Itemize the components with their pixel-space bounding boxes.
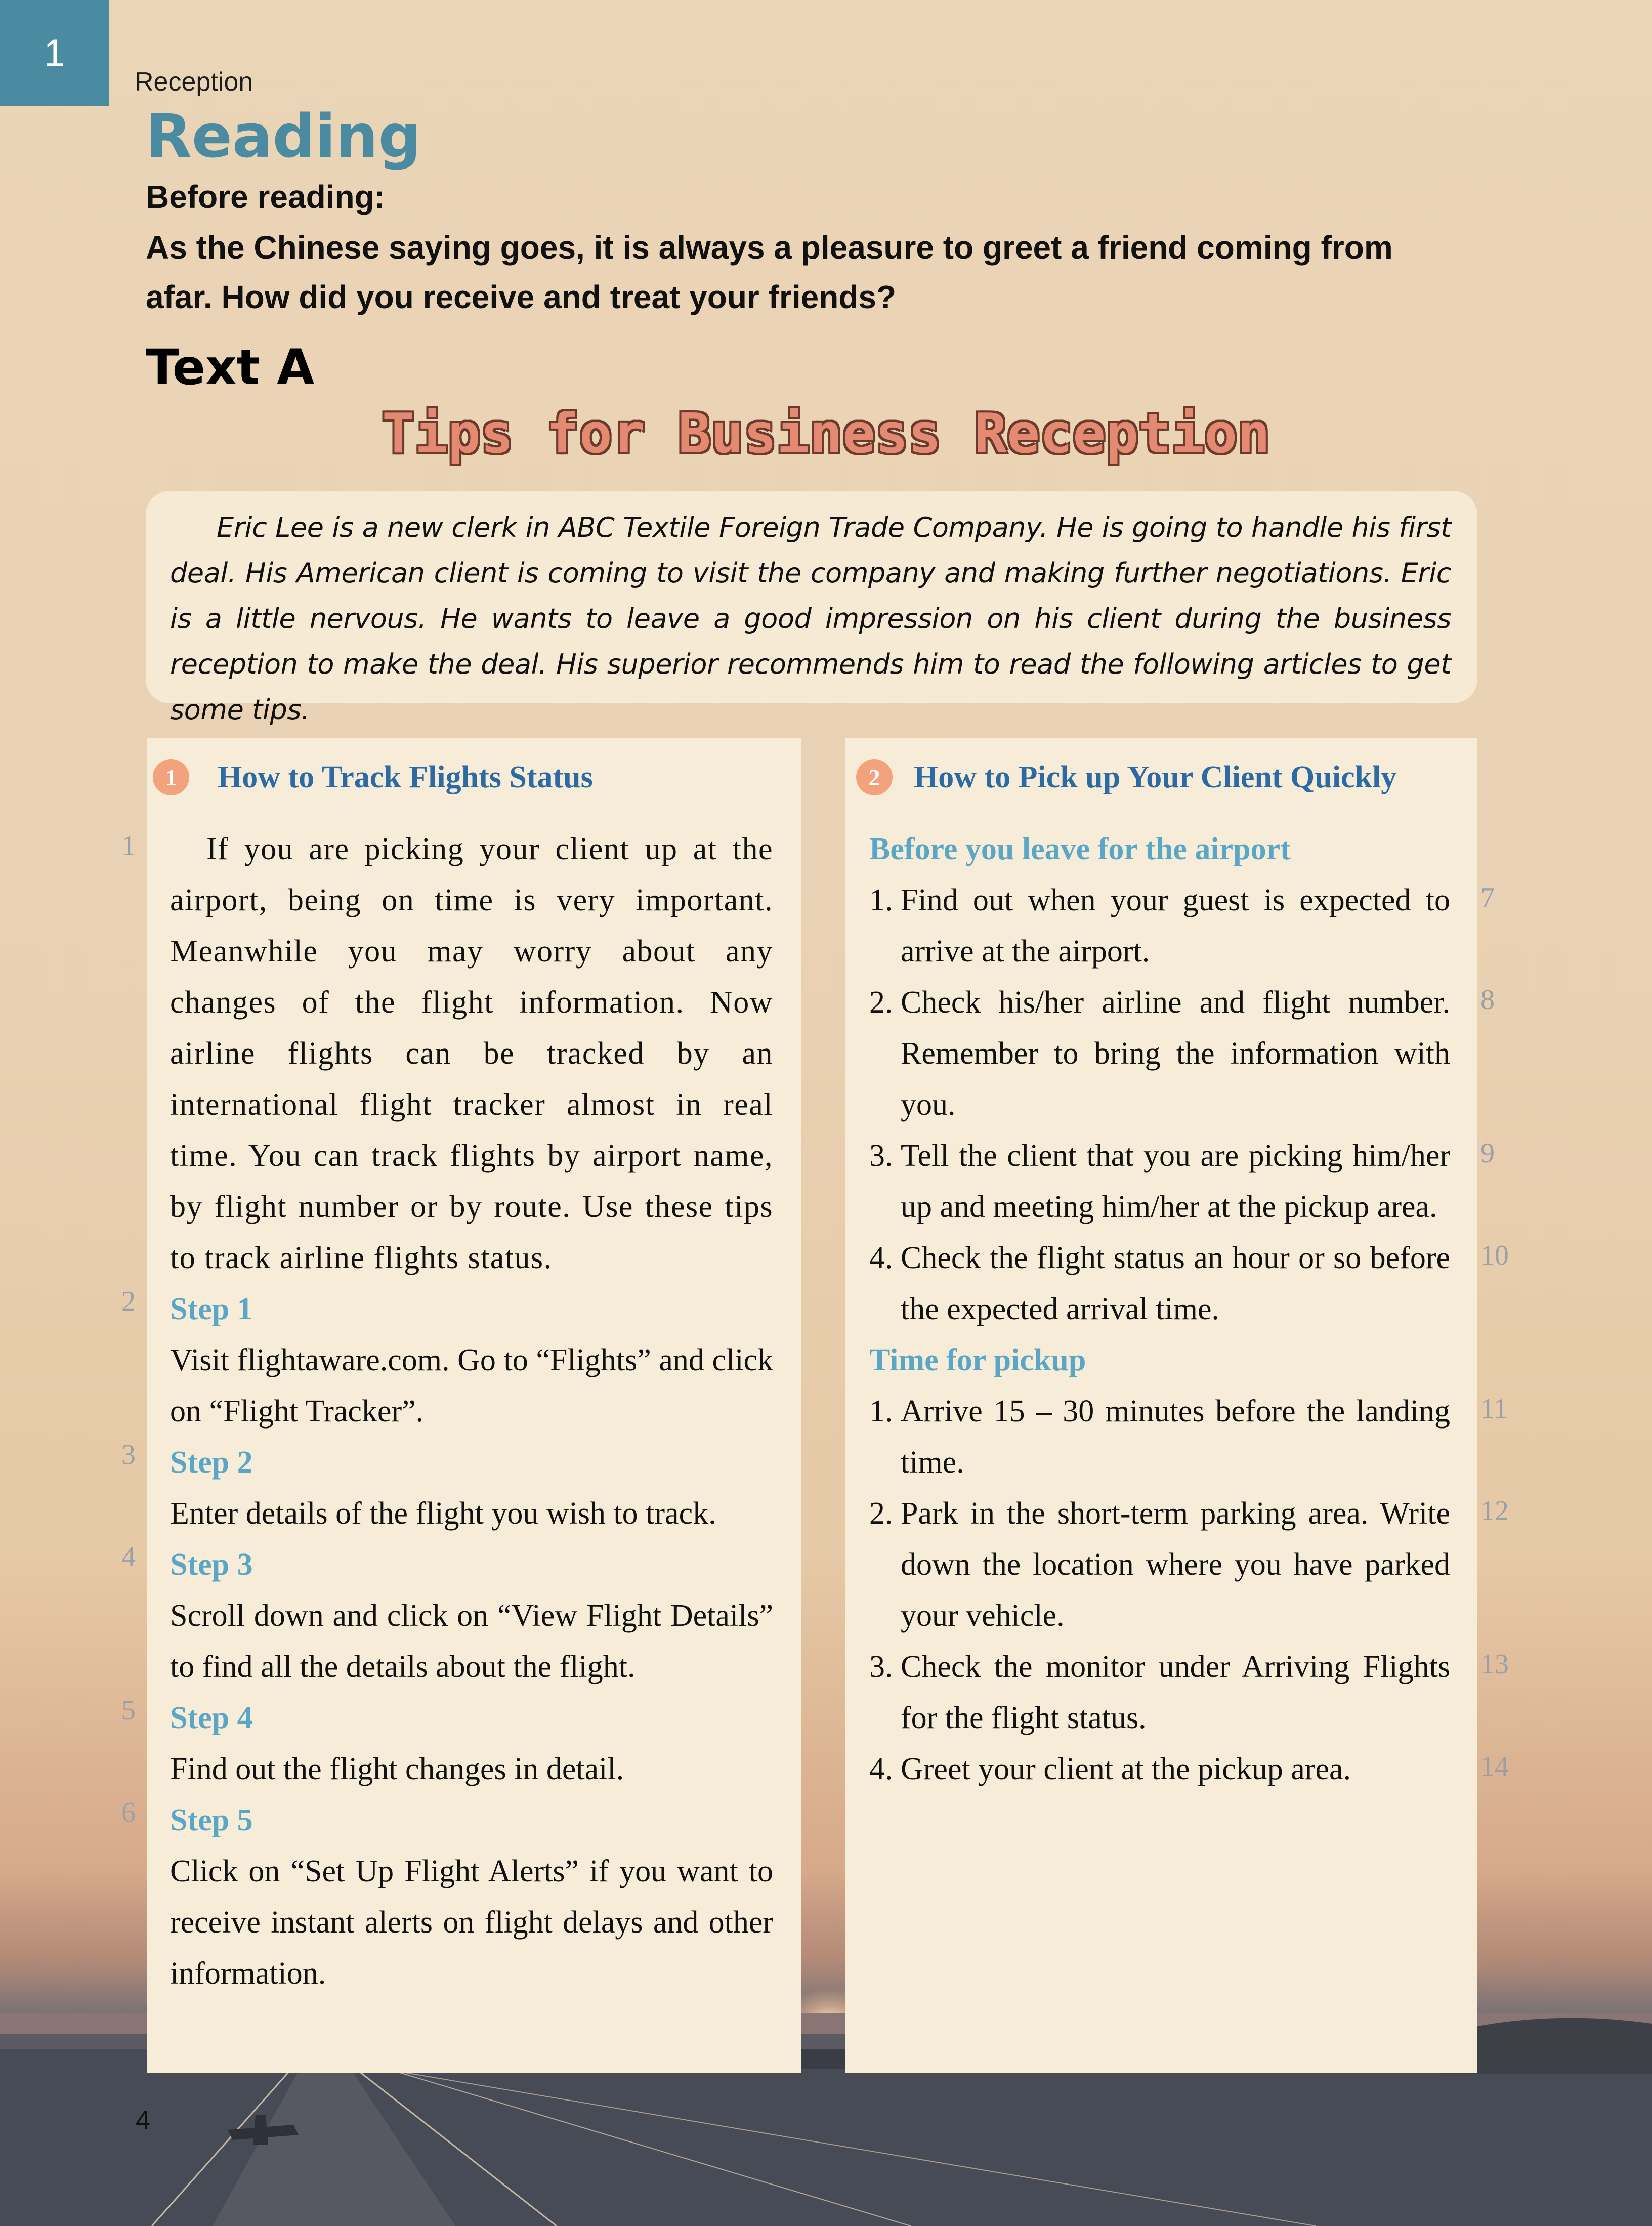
line-number: 3 [121,1439,136,1471]
list-item-number: 3. [869,1650,893,1684]
list-item [869,1642,1450,1744]
step-text: Scroll down and click on “View Flight Details” to find all the details about the flight. [170,1599,773,1684]
line-number: 4 [121,1541,136,1573]
chapter-number-badge: 1 [0,0,109,106]
list-item-text: Tell the client that you are picking him/her up and meeting him/her at the pickup area. [901,1139,1450,1224]
section-1-body [170,824,773,1999]
section-number-badge: 1 [153,759,189,795]
section-1-title: How to Track Flights Status [218,760,593,794]
step-label: Step 4 [170,1701,253,1735]
subheading: Time for pickup [869,1343,1086,1377]
line-number: 12 [1480,1495,1509,1527]
article-title: Tips for Business Reception [382,402,1270,466]
list-item-number: 4. [869,1752,893,1786]
line-number: 7 [1480,882,1495,913]
line-number: 1 [121,830,136,862]
step-text: Visit flightaware.com. Go to “Flights” and click on “Flight Tracker”. [170,1343,773,1429]
list-item-text: Park in the short-term parking area. Write down the location where you have parked your vehicle. [901,1496,1450,1633]
list-item [869,1233,1450,1335]
section-1-header [153,759,593,795]
list-item [869,875,1450,977]
step-label: Step 3 [170,1547,253,1582]
list-item-number: 4. [869,1241,893,1275]
chapter-title: Reception [135,67,253,97]
list-item-text: Arrive 15 – 30 minutes before the landing time. [901,1394,1450,1480]
text-label: Text A [146,339,315,396]
line-number: 11 [1480,1393,1508,1424]
before-reading-label: Before reading: [146,179,385,215]
line-number: 8 [1480,984,1495,1016]
left-column [147,738,801,2073]
line-number: 13 [1480,1649,1509,1680]
line-number: 5 [121,1695,136,1726]
list-item-text: Check his/her airline and flight number. Remember to bring the information with you. [901,985,1450,1122]
list-item-text: Find out when your guest is expected to arrive at the airport. [901,883,1450,969]
list-item-text: Check the monitor under Arriving Flights for the flight status. [901,1650,1450,1735]
pre-reading-question: As the Chinese saying goes, it is always a pleasure to greet a friend coming from afar. How did you receive and treat your friends? [146,229,1393,315]
section-heading: Reading [146,101,421,171]
intro-text: Eric Lee is a new clerk in ABC Textile Foreign Trade Company. He is going to handle his first deal. His American client is coming to visit the company and making further negotiations. Eric is a little nervous. He wants to leave a good impression on his client during the business reception to make the deal. His superior recommends him to read the following articles to get some tips. [170,512,1451,726]
line-number: 6 [121,1797,136,1828]
list-item-number: 2. [869,1496,893,1531]
section-2-body [869,824,1450,1795]
list-item-text: Check the flight status an hour or so before the expected arrival time. [901,1241,1450,1326]
list-item [869,1744,1450,1795]
step-text: Find out the flight changes in detail. [170,1752,624,1786]
intro-box [146,491,1477,726]
section-number-badge: 2 [856,759,893,795]
page-number: 4 [136,2106,150,2135]
list-item-number: 2. [869,985,893,1020]
step-label: Step 2 [170,1445,253,1480]
step-label: Step 1 [170,1292,253,1326]
right-column [845,738,1477,2073]
list-item [869,1386,1450,1488]
step-label: Step 5 [170,1803,253,1837]
list-item-number: 1. [869,1394,893,1429]
section-1-intro: If you are picking your client up at the airport, being on time is very important. Meanwhile you may worry about any changes of the flight information. Now airline flights can be tracked by an international flight tracker almost in real time. You can track flights by airport name, by flight number or by route. Use these tips to track airline flights status. [170,832,773,1275]
list-item-number: 3. [869,1139,893,1173]
section-2-title: How to Pick up Your Client Quickly [914,760,1397,794]
section-2-header [856,759,1396,795]
line-number: 14 [1480,1751,1509,1782]
list-item-text: Greet your client at the pickup area. [901,1752,1351,1786]
step-text: Click on “Set Up Flight Alerts” if you want to receive instant alerts on flight delays and other information. [170,1854,773,1991]
line-number: 2 [121,1286,136,1317]
list-item [869,977,1450,1130]
list-item [869,1488,1450,1642]
list-item [869,1130,1450,1233]
subheading: Before you leave for the airport [869,832,1291,866]
list-item-number: 1. [869,883,893,917]
line-number: 10 [1480,1240,1509,1271]
step-text: Enter details of the flight you wish to track. [170,1496,716,1531]
line-number: 9 [1480,1138,1495,1169]
